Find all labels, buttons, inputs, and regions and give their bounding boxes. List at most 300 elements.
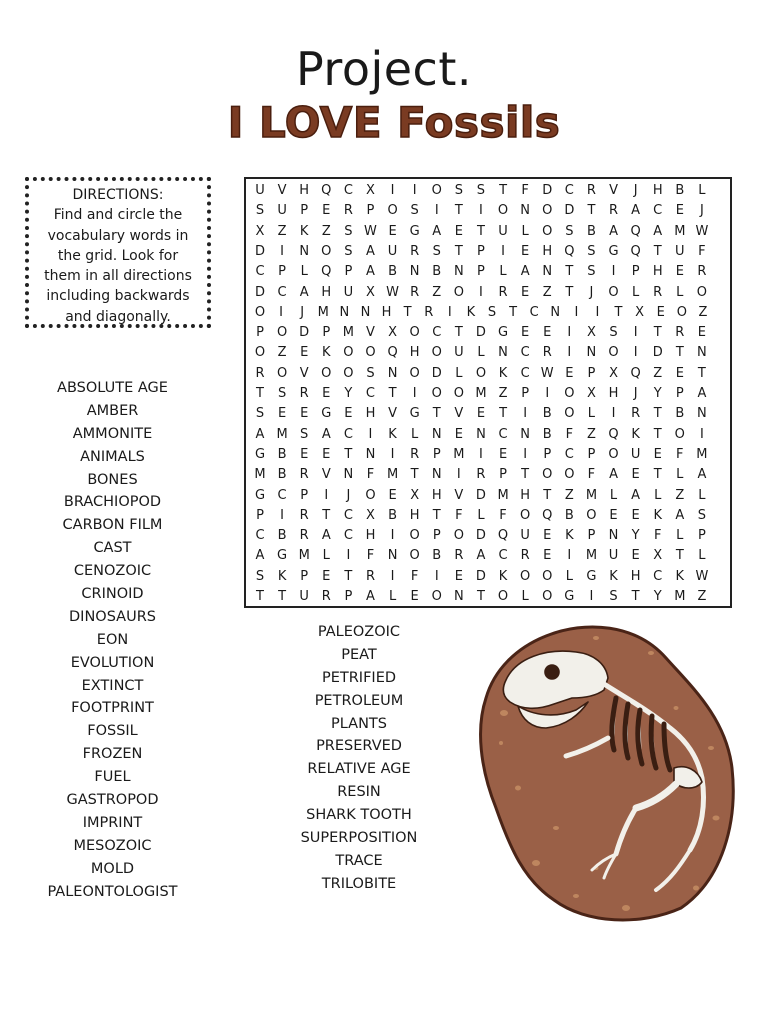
grid-letter: A [675,507,685,523]
grid-letter: L [388,589,397,604]
grid-letter: S [255,203,265,219]
grid-letter: L [676,284,684,300]
grid-letter: P [675,386,684,401]
grid-letter: T [476,223,485,239]
grid-letter: E [521,284,530,300]
grid-letter: I [611,406,616,422]
grid-letter: H [365,406,376,422]
grid-letter: H [409,507,420,523]
grid-letter: O [696,284,707,300]
grid-letter: T [403,304,412,320]
grid-letter: Z [277,345,287,361]
grid-letter: I [633,345,638,361]
grid-letter: B [586,223,596,239]
grid-letter: I [456,467,461,483]
grid-letter: W [695,568,709,584]
word-list-item: FROZEN [82,746,143,763]
grid-letter: R [454,548,464,564]
grid-letter: A [653,223,663,239]
word-list-item: AMBER [86,402,139,419]
directions-line: and diagonally. [65,308,171,325]
grid-letter: A [520,264,530,280]
directions-line: including backwards [46,288,190,305]
grid-letter: N [365,446,376,462]
grid-letter: O [431,589,442,604]
grid-letter: Q [542,507,553,523]
grid-letter: L [676,528,684,544]
grid-letter: C [498,548,508,564]
grid-letter: E [410,589,419,604]
grid-letter: K [498,365,508,381]
grid-letter: Q [321,183,332,198]
word-list-item: CARBON FILM [62,517,163,534]
grid-letter: I [447,304,452,320]
grid-letter: O [564,467,575,483]
grid-letter: D [542,183,553,198]
grid-letter: E [300,406,309,422]
grid-letter: F [366,467,375,483]
grid-letter: E [277,406,287,422]
grid-letter: Y [344,386,353,401]
grid-letter: T [543,487,552,503]
grid-letter: N [431,426,442,442]
grid-letter: H [431,487,442,503]
grid-letter: O [475,365,487,381]
grid-letter: I [368,426,373,442]
grid-letter: O [564,406,575,422]
grid-letter: T [344,446,353,462]
grid-letter: S [300,426,309,442]
grid-letter: A [255,548,265,564]
grid-letter: V [299,365,309,381]
grid-letter: P [587,528,596,544]
grid-letter: E [543,528,552,544]
grid-letter: S [366,365,375,381]
grid-letter: C [343,507,353,523]
grid-letter: N [453,589,464,604]
grid-letter: S [344,223,353,239]
grid-letter: I [346,548,351,564]
word-list-item: CAST [93,540,132,557]
word-list-item: CENOZOIC [73,563,152,580]
grid-letter: K [466,304,476,320]
grid-letter: S [476,183,486,198]
grid-letter: N [387,548,398,564]
grid-letter: P [322,325,331,341]
grid-letter: A [631,487,641,503]
word-list-item: MESOZOIC [73,837,152,854]
word-list-item: PLANTS [331,715,387,732]
grid-letter: I [633,325,638,341]
grid-letter: J [633,183,638,198]
word-search-grid [244,177,732,608]
grid-letter: R [520,548,530,564]
grid-letter: P [300,568,309,584]
grid-letter: R [697,264,707,280]
grid-letter: V [454,487,464,503]
grid-letter: P [587,446,596,462]
grid-letter: U [520,528,530,544]
grid-letter: F [521,183,529,198]
grid-letter: R [476,467,486,483]
grid-letter: U [630,446,641,462]
grid-letter: U [675,243,685,259]
grid-letter: N [476,426,486,442]
word-list-item: PETRIFIED [321,669,397,686]
word-list-item: EON [96,631,129,648]
grid-letter: O [343,345,354,361]
grid-letter: V [366,325,375,341]
grid-letter: D [652,345,663,361]
grid-letter: H [299,183,310,198]
grid-letter: H [381,304,392,320]
grid-letter: E [521,243,530,259]
grid-letter: H [321,284,332,300]
grid-letter: K [631,426,640,442]
grid-letter: O [676,304,687,320]
grid-letter: V [454,406,464,422]
grid-letter: G [254,446,266,462]
grid-letter: C [277,284,287,300]
grid-letter: R [631,406,641,422]
grid-letter: I [567,345,572,361]
grid-letter: I [523,446,528,462]
directions-box [25,177,211,328]
grid-letter: B [542,406,552,422]
grid-letter: T [432,507,441,523]
grid-letter: I [479,446,483,462]
grid-letter: Z [675,487,685,503]
grid-letter: O [453,284,464,300]
word-list-item: PALEOZOIC [317,624,401,640]
grid-letter: B [277,446,287,462]
grid-letter: R [675,325,685,341]
grid-letter: P [477,243,485,259]
grid-letter: J [633,386,638,401]
grid-letter: N [360,304,371,320]
grid-letter: M [585,548,598,564]
grid-letter: O [453,386,464,401]
grid-letter: T [454,203,463,219]
grid-letter: O [409,548,420,564]
grid-letter: Z [277,223,287,239]
grid-letter: C [653,568,663,584]
grid-letter: V [277,183,287,198]
grid-letter: F [565,426,574,442]
grid-letter: R [321,589,331,604]
grid-letter: A [366,264,375,280]
grid-letter: O [564,386,575,401]
grid-letter: F [366,548,375,564]
grid-letter: L [565,568,573,584]
grid-letter: O [321,243,332,259]
grid-letter: L [698,548,706,564]
grid-letter: B [432,264,442,280]
directions-line: Find and circle the [53,207,183,224]
directions-heading: DIRECTIONS: [72,187,164,203]
grid-letter: R [410,243,420,259]
grid-letter: R [299,467,309,483]
grid-letter: T [565,264,574,280]
grid-letter: A [255,426,265,442]
grid-letter: Q [321,264,332,280]
grid-letter: L [521,589,529,604]
grid-letter: C [343,426,353,442]
grid-letter: E [322,203,331,219]
grid-letter: D [564,203,575,219]
grid-letter: E [697,325,706,341]
grid-letter: O [387,203,398,219]
grid-letter: A [299,284,309,300]
grid-letter: U [255,183,265,198]
grid-letter: P [344,589,353,604]
grid-letter: Z [432,284,442,300]
word-list-item: TRACE [335,852,383,869]
grid-letter: P [631,264,640,280]
grid-letter: I [280,507,285,523]
grid-letter: N [409,264,420,280]
grid-letter: L [499,264,507,280]
directions-line: the grid. Look for [57,247,179,264]
grid-letter: T [565,284,574,300]
grid-letter: N [697,406,707,422]
grid-letter: O [343,365,354,381]
grid-letter: N [453,264,464,280]
grid-letter: O [586,507,597,523]
word-list-item: PETROLEUM [314,692,404,709]
grid-letter: O [276,325,288,341]
grid-letter: P [543,446,552,462]
grid-letter: K [609,568,618,584]
grid-letter: H [520,487,531,503]
dinosaur-fossil-illustration [476,618,738,922]
grid-letter: A [609,223,618,239]
grid-letter: R [343,203,353,219]
grid-letter: R [365,568,375,584]
grid-letter: A [432,223,442,239]
word-list-item: ANIMALS [80,448,145,465]
grid-letter: L [698,487,706,503]
grid-letter: C [255,264,265,280]
grid-letter: D [475,568,486,584]
grid-letter: F [499,507,507,523]
grid-letter: F [653,528,662,544]
grid-letter: I [390,568,395,584]
grid-letter: J [699,203,704,219]
grid-letter: I [479,203,483,219]
grid-letter: M [585,487,598,503]
grid-letter: E [322,446,331,462]
grid-letter: O [276,365,288,381]
grid-letter: Y [653,386,662,401]
grid-letter: Z [321,223,331,239]
grid-letter: E [631,507,640,523]
grid-letter: S [697,507,707,523]
word-list-right [280,621,438,896]
grid-letter: O [409,365,420,381]
grid-letter: T [675,345,684,361]
grid-letter: Q [630,223,641,239]
grid-letter: S [432,243,441,259]
grid-letter: U [498,223,508,239]
grid-letter: L [455,365,463,381]
grid-letter: C [653,203,663,219]
grid-letter: E [322,386,331,401]
grid-letter: L [631,284,640,300]
grid-letter: P [587,365,596,381]
grid-letter: D [475,528,486,544]
grid-letter: K [322,345,331,361]
grid-letter: O [497,203,509,219]
grid-letter: F [676,446,684,462]
grid-letter: A [321,528,331,544]
grid-letter: R [542,345,552,361]
grid-letter: T [344,568,353,584]
grid-letter: I [589,589,594,604]
grid-letter: T [653,467,662,483]
grid-letter: I [390,183,395,198]
grid-letter: G [409,223,420,239]
grid-letter: X [653,548,663,564]
grid-letter: B [432,548,442,564]
word-list-item: DINOSAURS [69,608,156,625]
grid-letter: N [343,467,354,483]
grid-letter: T [499,406,508,422]
grid-letter: O [542,589,553,604]
grid-letter: B [542,426,552,442]
grid-letter: R [498,284,508,300]
grid-letter: T [653,406,662,422]
grid-letter: I [412,386,417,401]
grid-letter: O [520,568,531,584]
grid-letter: T [256,386,264,401]
grid-letter: T [509,304,518,320]
grid-letter: N [608,528,619,544]
grid-letter: R [424,304,434,320]
grid-letter: P [300,487,309,503]
grid-letter: I [479,284,483,300]
grid-letter: E [653,446,662,462]
grid-letter: E [675,264,684,280]
grid-letter: V [388,406,398,422]
grid-letter: R [299,528,309,544]
grid-letter: T [521,467,530,483]
page-title: Project. [295,42,472,96]
grid-letter: E [631,548,640,564]
grid-letter: P [432,528,441,544]
grid-letter: T [388,386,397,401]
grid-letter: S [565,223,574,239]
grid-letter: K [565,528,574,544]
grid-letter: U [299,589,309,604]
grid-letter: A [366,589,375,604]
grid-letter: C [365,386,375,401]
grid-letter: K [277,568,287,584]
grid-letter: H [542,243,553,259]
word-list-item: GASTROPOD [66,792,159,809]
grid-letter: I [390,446,395,462]
word-list-item: SHARK TOOTH [306,807,412,824]
grid-letter: S [609,325,618,341]
grid-letter: R [255,365,265,381]
grid-letter: O [254,304,266,320]
grid-letter: N [431,467,442,483]
grid-letter: O [431,386,442,401]
grid-letter: Q [387,345,398,361]
grid-letter: C [520,345,530,361]
grid-letter: P [300,203,309,219]
grid-letter: W [695,223,709,239]
grid-letter: F [410,568,419,584]
grid-letter: E [300,446,309,462]
grid-letter: O [409,325,420,341]
grid-letter: T [322,507,331,523]
grid-letter: E [388,487,397,503]
grid-letter: I [434,568,439,584]
grid-letter: I [523,406,528,422]
grid-letter: I [567,325,572,341]
grid-letter: S [609,589,618,604]
grid-letter: W [386,284,399,300]
grid-letter: M [317,304,329,320]
grid-letter: S [344,243,353,259]
grid-letter: U [387,243,398,259]
grid-letter: G [409,406,420,422]
grid-letter: M [386,467,399,483]
grid-letter: D [254,284,265,300]
grid-letter: N [520,203,530,219]
grid-letter: Y [653,589,662,604]
grid-letter: E [476,406,486,422]
grid-letter: B [277,467,287,483]
grid-letter: E [656,304,665,320]
grid-letter: O [608,446,619,462]
grid-letter: T [675,548,684,564]
grid-letter: R [299,507,309,523]
grid-letter: I [279,304,283,320]
grid-letter: N [387,365,398,381]
grid-letter: R [653,284,663,300]
grid-letter: E [388,223,397,239]
grid-letter: R [586,183,596,198]
grid-letter: C [343,183,353,198]
grid-letter: D [475,487,486,503]
grid-letter: M [696,446,708,462]
word-list-item: AMMONITE [72,425,153,442]
grid-letter: D [254,243,265,259]
grid-letter: I [501,243,505,259]
grid-letter: C [564,183,574,198]
word-list-item: MOLD [90,860,135,877]
grid-letter: P [256,325,264,341]
grid-letter: T [256,589,264,604]
grid-letter: T [697,365,706,381]
grid-letter: Z [586,426,596,442]
grid-letter: O [431,183,442,198]
grid-letter: W [364,223,377,239]
grid-letter: T [653,325,662,341]
grid-letter: P [499,467,507,483]
grid-letter: L [676,467,684,483]
grid-letter: S [410,203,419,219]
word-list-item: PRESERVED [316,738,402,755]
grid-letter: P [278,264,287,280]
word-list-item: FUEL [94,769,131,786]
grid-letter: D [475,325,486,341]
word-list-item: CRINOID [81,586,144,603]
grid-letter: P [477,264,485,280]
grid-letter: G [608,243,619,259]
